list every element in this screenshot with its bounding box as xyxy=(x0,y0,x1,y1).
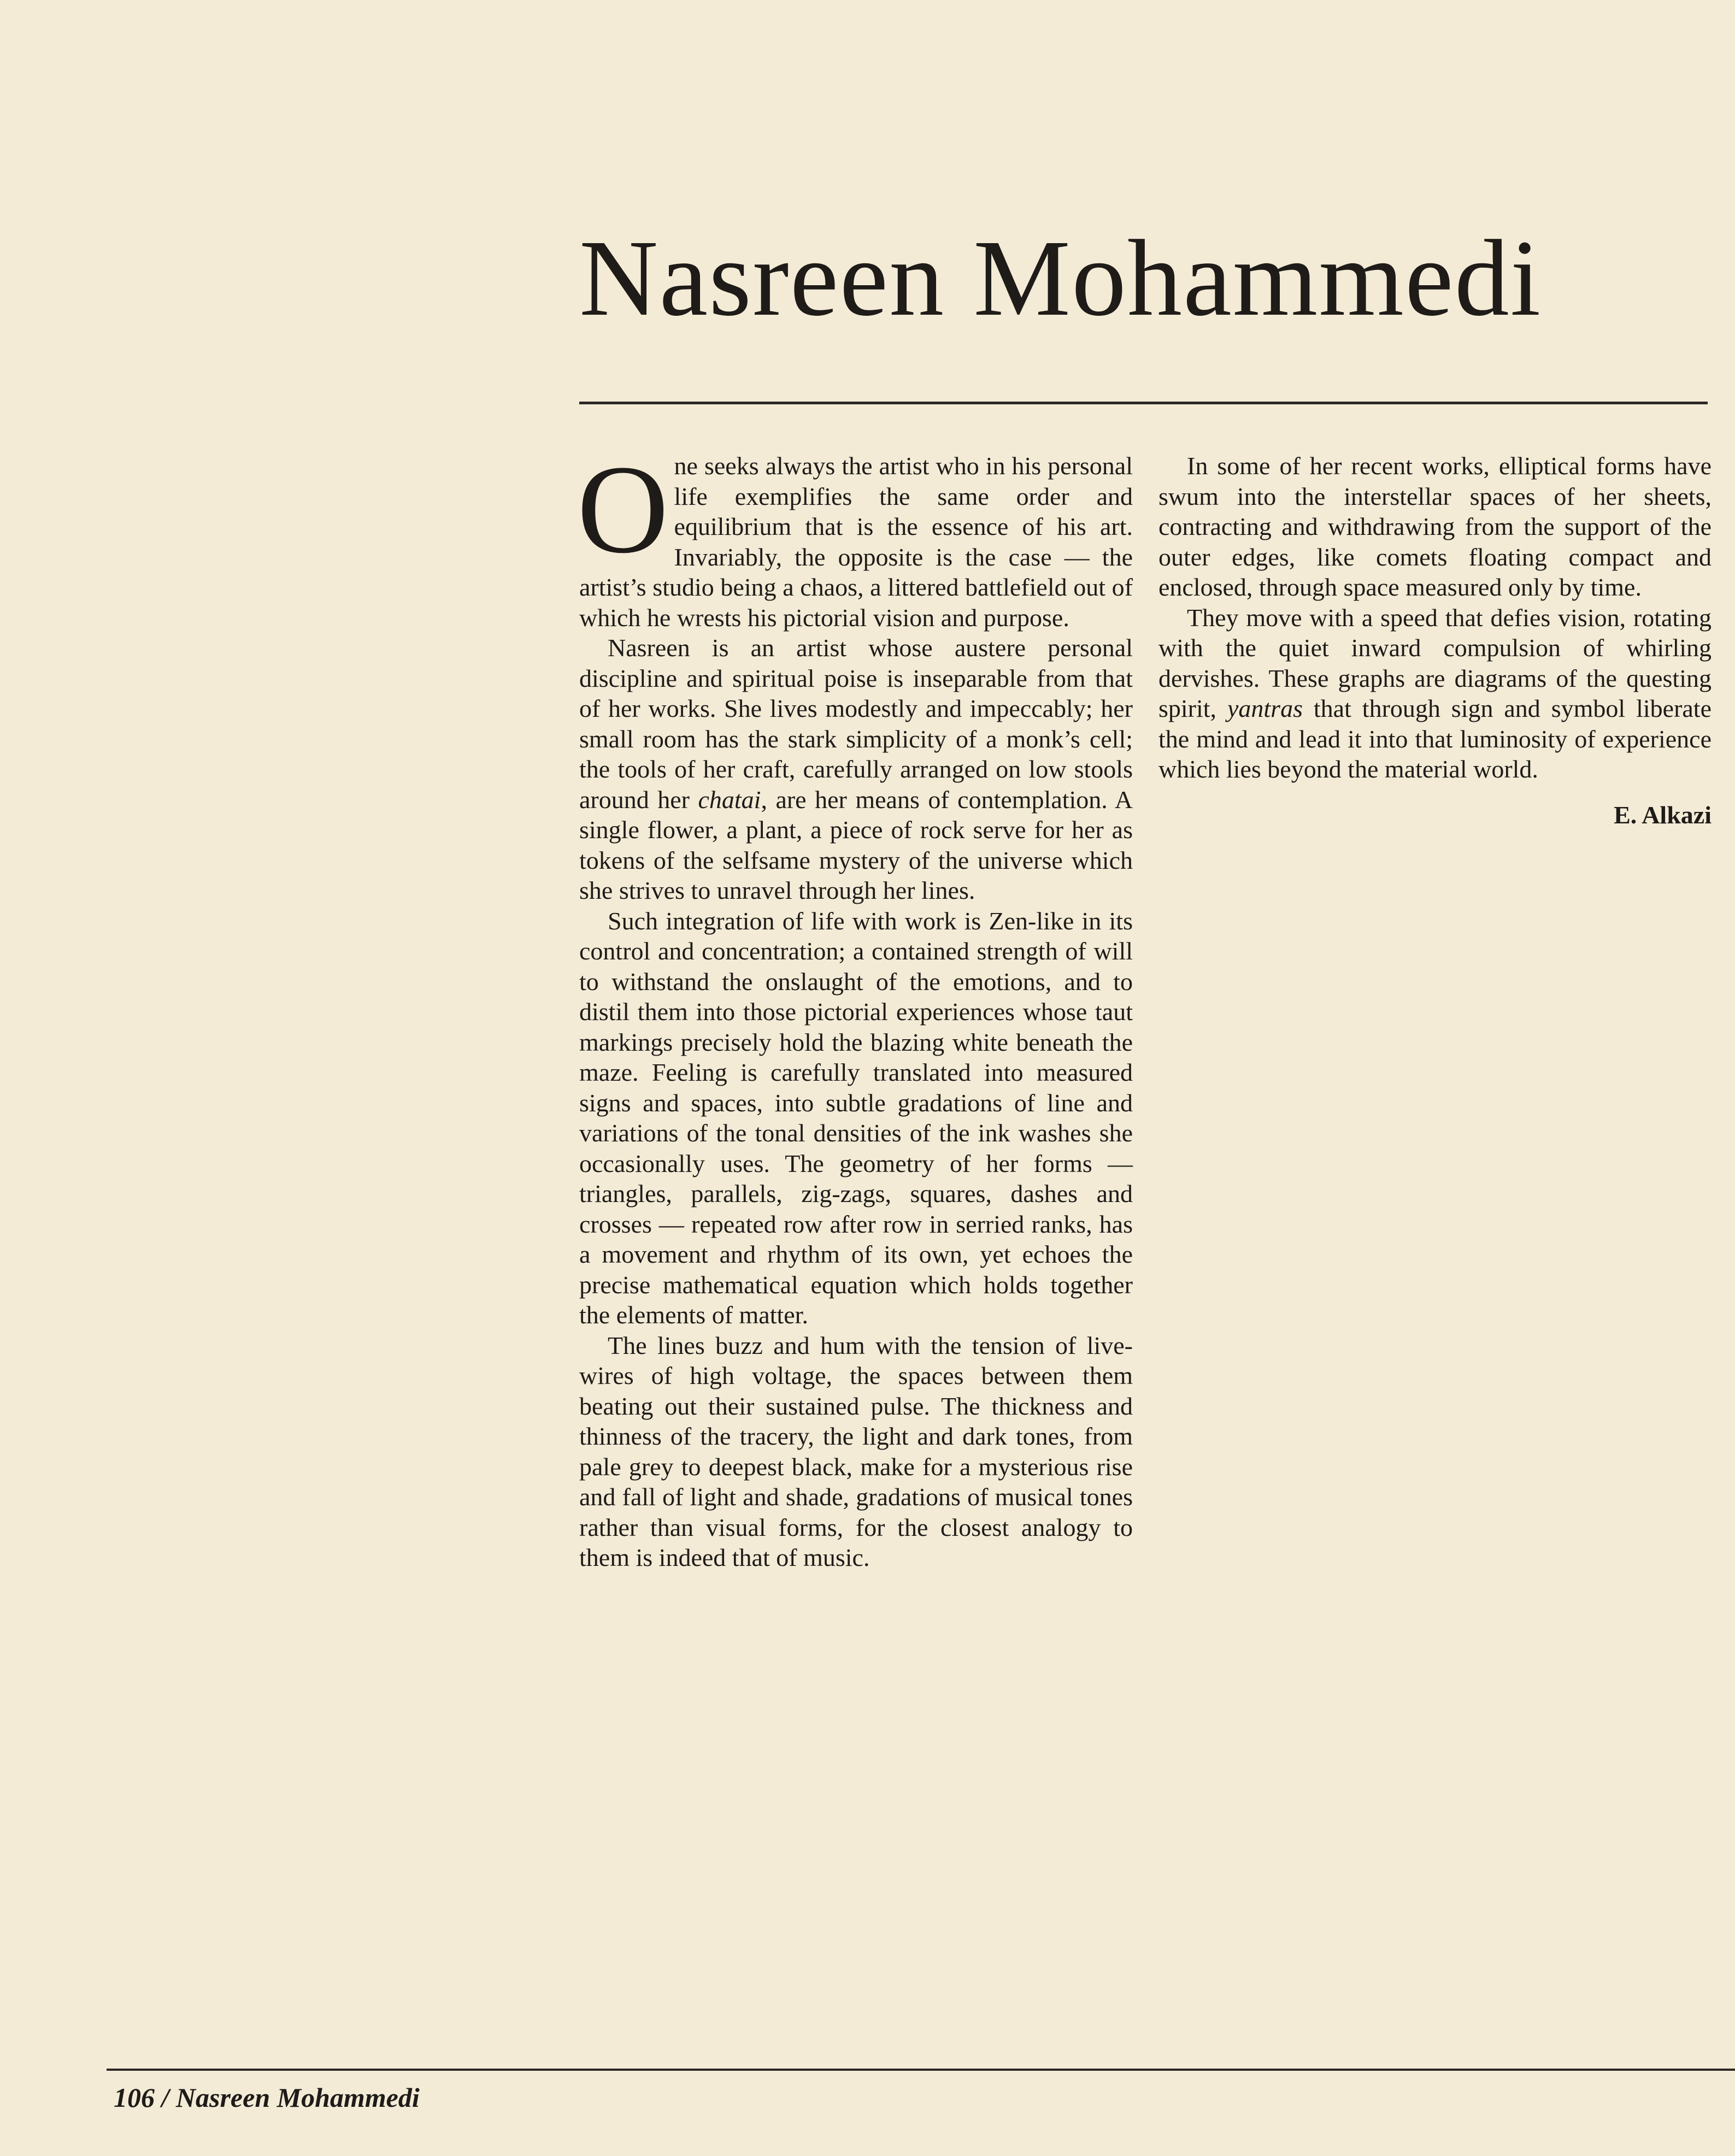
footer-rule xyxy=(107,2069,1735,2071)
title-rule xyxy=(579,402,1708,404)
paragraph-1 xyxy=(577,439,1133,633)
drop-cap: O xyxy=(577,439,669,580)
page-number: 106 xyxy=(114,2082,155,2113)
paragraph-2: Nasreen is an artist whose austere personal discipline and spiritual poise is inseparable from that of her works. She lives modestly and impeccably; her small room has the stark simplicity of a monk’s cell; the tools of her craft, carefully arranged on low stools around her chatai, are her means of contemplation. A single flower, a plant, a piece of rock serve for her as tokens of the selfsame mystery of the universe which she strives to unravel through her lines. xyxy=(579,634,1133,904)
article-title: Nasreen Mohammedi xyxy=(579,218,1542,339)
paragraph-3: Such integration of life with work is Zen-like in its control and concentration; a contained strength of will to withstand the onslaught of the emotions, and to distil them into those pictorial experiences whose taut markings precisely hold the blazing white beneath the maze. Feeling is carefully translated into measured signs and spaces, into subtle gradations of line and variations of the tonal densities of the ink washes she occasionally uses. The geometry of her forms — triangles, parallels, zig-zags, squares, dashes and crosses — repeated row after row in serried ranks, has a movement and rhythm of its own, yet echoes the precise mathematical equation which holds together the elements of matter. xyxy=(579,906,1133,1329)
left-column xyxy=(577,439,1133,1573)
page-footer xyxy=(114,2082,420,2113)
paragraph-1-text: ne seeks always the artist who in his personal life exemplifies the same order and equilibrium that is the essence of his art. Invariably, the opposite is the case — the artist’s studio being a chaos, a littered battlefield out of which he wrests his pictorial vision and purpose. xyxy=(579,452,1133,632)
running-title: Nasreen Mohammedi xyxy=(175,2082,420,2113)
paragraph-4: The lines buzz and hum with the tension of live-wires of high voltage, the spaces between them beating out their sustained pulse. The thickness and thinness of the tracery, the light and dark tones, from pale grey to deepest black, make for a mysterious rise and fall of light and shade, gradations of musical tones rather than visual forms, for the closest analogy to them is indeed that of music. xyxy=(579,1331,1133,1571)
paragraph-6: They move with a speed that defies vision, rotating with the quiet inward compulsion of whirling dervishes. These graphs are diagrams of the questing spirit, yantras that through sign and symbol liberate the mind and lead it into that luminosity of experience which lies beyond the material world. xyxy=(1158,603,1712,783)
right-column xyxy=(1158,451,1712,830)
author-byline: E. Alkazi xyxy=(1614,800,1712,829)
paragraph-5: In some of her recent works, elliptical forms have swum into the interstellar spaces of her sheets, contracting and withdrawing from the support of the outer edges, like comets floating compact and enclosed, through space measured only by time. xyxy=(1158,452,1712,601)
footer-separator: / xyxy=(161,2082,169,2113)
